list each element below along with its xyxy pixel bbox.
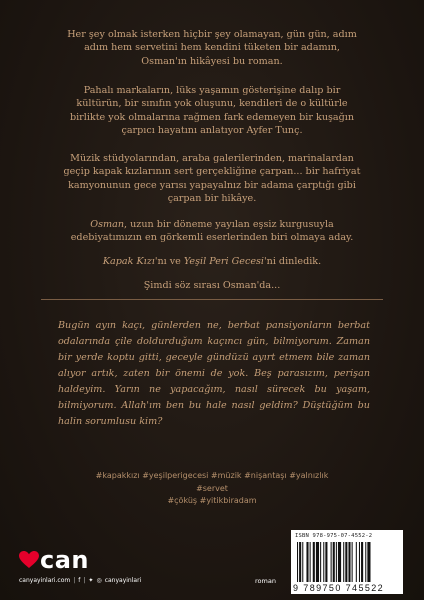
blurb-text-2: Pahalı markaların, lüks yaşamın gösterişine dalıp bir kültürün, bir sınıfın yok oluşunu, kendileri de o kültürle birlikte yok olmalarına rağmen fark edemeyen bir kuşağın çarpıcı hayatını anlatıyor Ayfer Tunç.	[69, 85, 355, 137]
barcode-bars	[295, 542, 399, 582]
blurb-paragraph-1	[62, 28, 362, 68]
blurb-paragraph-4	[62, 218, 362, 245]
book-title-osman: Osman	[90, 219, 125, 230]
social-handle[interactable]: canyayinlari	[104, 577, 142, 584]
instagram-icon[interactable]: ◎	[96, 577, 102, 584]
heart-icon	[19, 551, 39, 569]
excerpt-quote: Bugün ayın kaçı, günlerden ne, berbat pansiyonların berbat odalarında çile doldurduğum kaçıncı gün, bilmiyorum. Zaman bir yerde koptu gitti, geceyle gündüzü ayırt etmem bile zaman alıyor artık, zaten bir önemi de yok. Beş parasızım, perişan haldeyim. Yarın ne yapacağım, nasıl sürecek bu yaşam, bilmiyorum. Allah'ım ben bu hale nasıl geldim? Düştüğüm bu halin sorumlusu kim?	[58, 320, 370, 427]
book-title-yesil-peri-gecesi: Yeşil Peri Gecesi	[183, 256, 264, 267]
blurb-paragraph-6	[62, 279, 362, 292]
blurb-text-4-rest: , uzun bir döneme yayılan eşsiz kurgusuyla edebiyatımızın en görkemli eserlerinden biri olmaya aday.	[70, 219, 354, 244]
website-link[interactable]: canyayinlari.com	[19, 577, 71, 584]
category-label: roman	[255, 577, 276, 585]
publisher-logo	[19, 547, 89, 573]
barcode-digits: 9 789750 745522	[293, 583, 385, 593]
blurb-text-1: Her şey olmak isterken hiçbir şey olamayan, gün gün, adım adım hem servetini hem kendini tüketen bir adamın, Osman'ın hikâyesi bu roman.	[67, 29, 357, 67]
blurb-text-6: Şimdi söz sırası Osman'da...	[143, 280, 281, 291]
isbn-text: ISBN 978-975-07-4552-2	[295, 533, 373, 539]
publisher-footer: canyayinlari.com | f | ✦ ◎ canyayinlari	[19, 577, 142, 584]
book-title-kapak-kizi: Kapak Kızı	[102, 256, 155, 267]
twitter-icon[interactable]: ✦	[88, 577, 94, 584]
barcode	[291, 530, 403, 594]
blurb-paragraph-5	[62, 255, 362, 268]
hashtags-line-2: #çöküş #yitikbiradam	[167, 496, 257, 505]
blurb-text-5-rest: 'ni dinledik.	[264, 256, 322, 267]
hashtags-line-1: #kapakkızı #yeşilperigecesi #müzik #nişantaşı #yalnızlık #servet	[95, 471, 329, 493]
blurb-paragraph-2	[62, 84, 362, 138]
blurb-text-4	[62, 218, 362, 245]
blurb-text-5-mid: 'nı ve	[154, 256, 184, 267]
divider-line	[41, 299, 383, 300]
hashtags	[82, 470, 342, 508]
blurb-text-5	[62, 255, 362, 268]
blurb-text-3: Müzik stüdyolarından, araba galerilerinden, marinalardan geçip kapak kızlarının sert gerçekliğine çarpan... bir hafriyat kamyonunun gece yarısı yapayalnız bir adama çarptığı gibi çarpan bir hikâye.	[63, 153, 361, 205]
publisher-logo-text: can	[40, 546, 90, 574]
facebook-icon[interactable]: f	[78, 577, 81, 584]
blurb-paragraph-3	[62, 152, 362, 206]
